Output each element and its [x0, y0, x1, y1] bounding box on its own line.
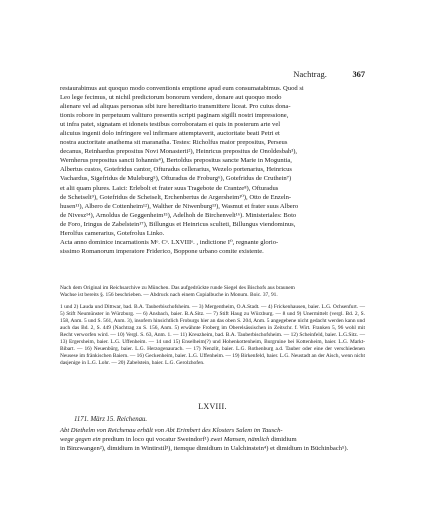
document-date-line: 1171. März 15. Reichenau.	[74, 416, 148, 423]
charter-text: restaurabimus aut quoquo modo conventionis emptione apud eum consumatabimus. Quod si Leo lege fecimus, ut nichil predictorum bonorum vendere, donare aut quoquo modo alienare vel ad aliquas personas sibi iure hereditario transmittere liceat. Pro cuius dona- tionis robore in perpetuum valiturо presentis scripti paginam sigilli nostri impressione, ut infra patet, signatam et idoneis testibus corroboratam ei quis in posterum arte vel alicuius ingenii dolo infringere vel infirmare attemptaverit, auctoritate beati Petri et nostra auctoritate anathema sit maranatha. Testes: Richolfus maior prepositus, Perseus decanus, Reinhardus prepositus Novi Monasterii²), Heinricus prepositus de Onoldesbah³), Wernherus prepositus sancti Iohannis⁴), Bertoldus prepositus sancte Marie in Moguntia, Albertus custos, Gotefridus cantor, Ofturadus cellerarius, Wezelo portenarius, Heinricus Vachardus, Sigefridus de Muleburg⁵), Ofturadus de Froburg⁶), Gotefridus de Cruthein⁷) et alii quam plures. Laici: Erlebolt et frater suus Tragebote de Crantze⁸), Ofturadus de Scheiselt⁹), Gotefridus de Scheiselt, Erchenbertus de Argersheim¹⁰), Otto de Enzeln- husen¹¹), Albero de Cottenheim¹²), Walther de Niwenburg¹³), Wasmut et frater suus Albero de Nivesz¹⁴), Arnoldus de Geggenheim¹⁵), Adelhoh de Birchenvelt¹⁶). Ministeriales: Boto de Foro, Iringus de Zabelstein¹⁷), Billungus et Heinricus scultetі, Billungus viendominus, Herolfus camerarius, Gotefrolus Linko. Acta anno dominice incarnationis Mᵒ. Cᵒ. LXVIIIᵒ. , indictione I⁰, regnante glorio- sissimo Romanorum imperatore Friderico, Boppone urbano comite existente.	[60, 85, 304, 255]
source-note: Nach dem Original im Reichsarchive zu München. Das aufgedrückte runde Siegel des Bischofs aus braunem Wachse ist bereits §. 156 beschrieben. — Abdruck nach einem Copialbuche in Monum. Boic. 37, 91.	[60, 285, 295, 298]
running-title: Nachtrag.	[293, 70, 327, 79]
summary-italic: Abt Diethelm von Reichenau erhält von Abt Erimbert des Klosters Salem im Tausch- wege gegen ein	[60, 427, 283, 444]
page-number: 367	[352, 70, 365, 79]
summary-roman: predium in loco qui vocatur Sweindorf¹)	[100, 436, 211, 444]
summary-rest: dimidium in Binzwangen²), dimidium in Wintirstil³), itemque dimidium in Ualchinstein⁴) et dimidium in Büchinbach⁵).	[60, 436, 349, 453]
document-summary	[60, 426, 365, 453]
page-header	[60, 70, 365, 82]
footnotes: 1 und 2) Lauda und Dittwar, bad. B.A. Tauberbischofsheim. — 3) Mergentheim, O.A.Stadt. — 4) Frickenhausen, baier. L.G. Ochsenfurt. — 5) Stift Neumünster in Würzburg. — 6) Ansbach, baier. B.A.Sitz. — 7) Stift Haug zu Würzburg. — 8 und 9) Unermittelt (vergl. Bd. 2, S. 158, Anm. 5 und S. 561, Anm. 3), insofern hinsichtlich Froburgs hier an das oben S. 204, Anm. 5 angegebene nicht gedacht werden kann und auch das Bd. 2, S. 449 (Nachtrag zu S. 156, Anm. 5) erwähnte Froberg im Oberelsässischen in Zeitschr. f. Wirt. Franken 5, 96 wohl mit Recht verworfen wird. — 10) Vergl. S. 63, Anm. 1. — 11) Kreuzheim, bad. B.A. Tauberbischofsheim. — 12) Scheinfeld, baier. L.G.Sitz. — 13) Ergersheim, baier. L.G. Uffenheim. — 14 und 15) Enselheim(?) und Hohenkottenheim, Burgruine bei Kottenheim, baier. L.G. Markt-Bibart. — 16) Neuenbürg, baier. L.G. Herzogenaurach. — 17) Nenzlit, baier. L.G. Rothenburg a.d. Tauber oder eine der verschiedenen Neusese im fränkischen Baiern. — 16) Geckenheim, baier. L.G. Uffenheim. — 19) Birkenfeld, baier. L.G. Neustadt an der Aisch, wenn nicht dasjenige in L.G. Lohr. — 20) Zabelstein, baier. L.G. Gerolzhofen.	[60, 304, 365, 366]
summary-italic-2: zwei Mansen, nämlich	[210, 436, 270, 444]
section-number: LXVIII.	[198, 402, 227, 411]
